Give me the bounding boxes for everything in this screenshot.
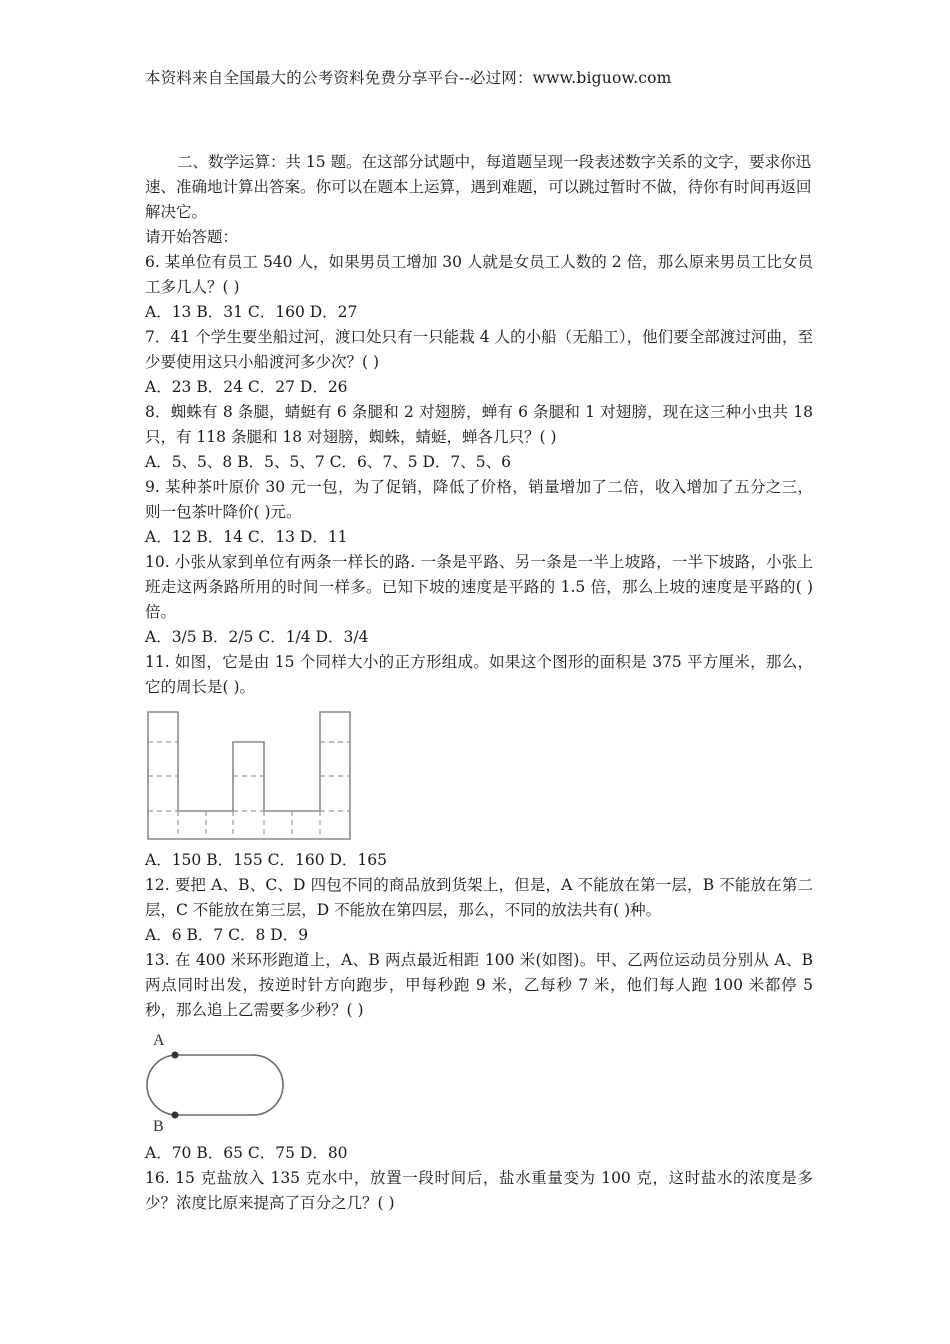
options-7: A．23 B．24 C．27 D．26 (145, 378, 348, 396)
options-9: A．12 B．14 C．13 D．11 (145, 528, 348, 546)
question-8: 8．蜘蛛有 8 条腿，蜻蜓有 6 条腿和 2 对翅膀，蝉有 6 条腿和 1 对翅膀，现在这三种小虫共 18 只，有 118 条腿和 18 对翅膀，蜘蛛，蜻蜓，蝉各几只？( ) (145, 403, 813, 446)
point-b-marker (172, 1112, 179, 1119)
track-figure (145, 1027, 295, 1135)
question-9: 9. 某种茶叶原价 30 元一包，为了促销，降低了价格，销量增加了二倍，收入增加了五分之三，则一包茶叶降价( )元。 (145, 478, 813, 521)
question-12: 12. 要把 A、B、C、D 四包不同的商品放到货架上，但是，A 不能放在第一层，B 不能放在第二层，C 不能放在第三层，D 不能放在第四层，那么，不同的放法共有( )种。 (145, 876, 813, 919)
question-10: 10. 小张从家到单位有两条一样长的路. 一条是平路、另一条是一半上坡路，一半下坡路，小张上班走这两条路所用的时间一样多。已知下坡的速度是平路的 1.5 倍，那么上坡的速度是平路的( )倍。 (145, 553, 813, 621)
point-b-label: B (153, 1118, 164, 1135)
options-10: A．3/5 B．2/5 C．1/4 D．3/4 (145, 628, 369, 646)
question-16: 16. 15 克盐放入 135 克水中，放置一段时间后，盐水重量变为 100 克，这时盐水的浓度是多少？浓度比原来提高了百分之几？( ) (145, 1169, 813, 1212)
section-intro: 二、数学运算：共 15 题。在这部分试题中，每道题呈现一段表述数字关系的文字，要求你迅速、准确地计算出答案。你可以在题本上运算，遇到难题，可以跳过暂时不做，待你有时间再返回解决它。 (145, 153, 812, 221)
point-a-label: A (153, 1032, 165, 1049)
start-prompt: 请开始答题： (145, 228, 239, 246)
options-6: A．13 B．31 C．160 D．27 (145, 303, 358, 321)
point-a-marker (172, 1052, 179, 1059)
options-13: A．70 B．65 C．75 D．80 (145, 1144, 348, 1162)
squares-figure (145, 708, 357, 842)
page-header: 本资料来自全国最大的公考资料免费分享平台--必过网：www.biguow.com (145, 69, 672, 87)
exam-content (145, 150, 813, 1216)
question-13: 13. 在 400 米环形跑道上，A、B 两点最近相距 100 米(如图)。甲、乙两位运动员分别从 A、B 两点同时出发，按逆时针方向跑步，甲每秒跑 9 米，乙每秒 7 米，他们每人跑 100 米都停 5 秒，那么追上乙需要多少秒？( ) (145, 951, 813, 1019)
question-6: 6. 某单位有员工 540 人，如果男员工增加 30 人就是女员工人数的 2 倍，那么原来男员工比女员工多几人？( ) (145, 253, 813, 296)
question-7: 7．41 个学生要坐船过河，渡口处只有一只能栽 4 人的小船（无船工），他们要全部渡过河曲，至少要使用这只小船渡河多少次？( ) (145, 328, 813, 371)
options-11: A．150 B．155 C．160 D．165 (145, 851, 387, 869)
options-12: A．6 B．7 C．8 D．9 (145, 926, 309, 944)
question-11: 11. 如图，它是由 15 个同样大小的正方形组成。如果这个图形的面积是 375 平方厘米，那么，它的周长是( )。 (145, 653, 813, 696)
options-8: A．5、5、8 B．5、5、7 C．6、7、5 D．7、5、6 (145, 453, 511, 471)
